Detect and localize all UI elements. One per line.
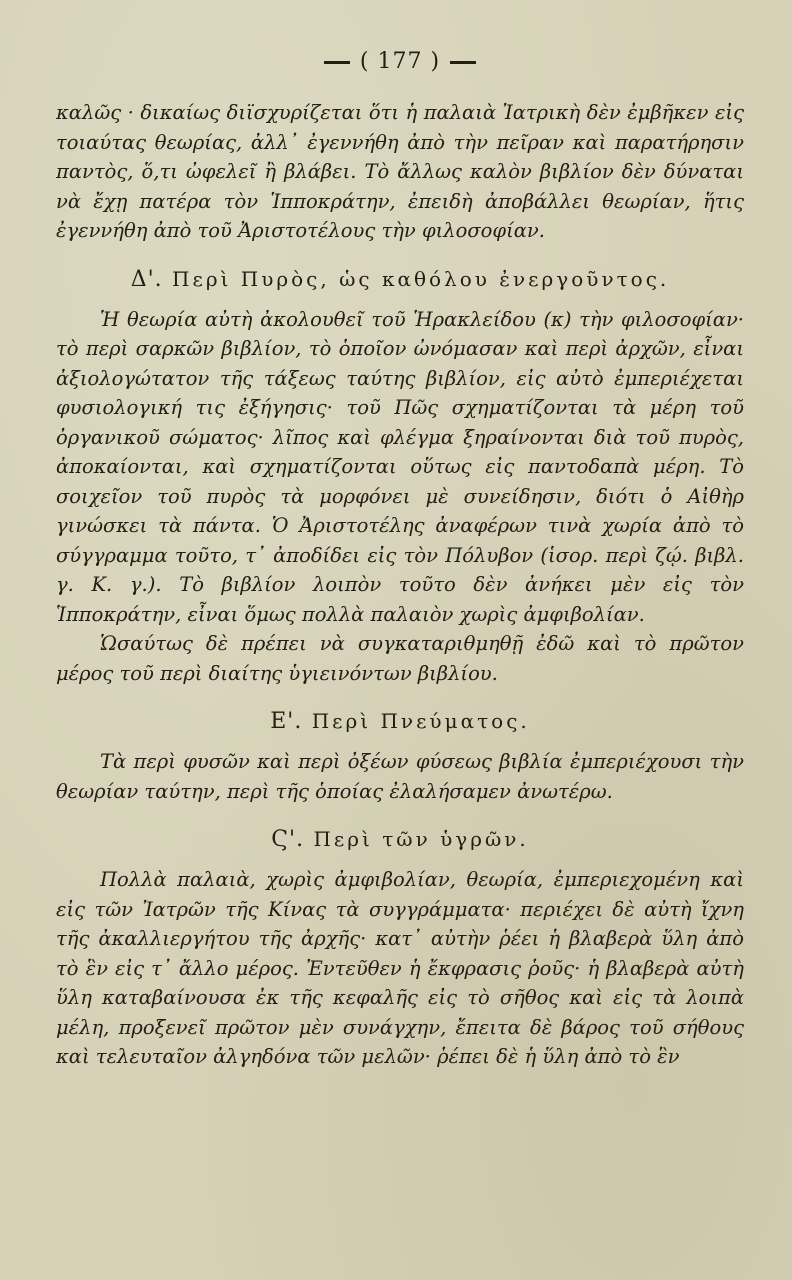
folio-paren-right: ) (430, 49, 441, 74)
section-heading-fire (56, 264, 744, 295)
paragraph-pneuma: Τὰ περὶ φυσῶν καὶ περὶ ὀξέων φύσεως βιβλία ἐμπεριέχουσι τὴν θεωρίαν ταύτην, περὶ τῆς ὁποίας ἐλαλήσαμεν ἀνωτέρω. (56, 750, 744, 803)
section-title: Περὶ τῶν ὑγρῶν. (313, 827, 529, 851)
section-title: Περὶ Πνεύματος. (311, 709, 530, 733)
paragraph-diet: Ὡσαύτως δὲ πρέπει νὰ συγκαταριθμηθῇ ἐδῶ καὶ τὸ πρῶτον μέρος τοῦ περὶ διαίτης ὑγιεινόντων βιβλίου. (56, 632, 744, 685)
section-heading-pneuma (56, 706, 744, 737)
page-number-header (56, 48, 744, 76)
section-title: Περὶ Πυρὸς, ὡς καθόλου ἐνεργοῦντος. (172, 266, 670, 291)
folio-dash-left (324, 61, 350, 64)
section-numeral: Ε'. (270, 709, 303, 734)
page-number: 177 (377, 49, 423, 74)
section-numeral: Δ'. (130, 266, 163, 292)
section-heading-humors (56, 824, 744, 855)
paragraph-fire-theory: Ἡ θεωρία αὐτὴ ἀκολουθεῖ τοῦ Ἡρακλείδου (κ) τὴν φιλοσοφίαν· τὸ περὶ σαρκῶν βιβλίον, τὸ ὁποῖον ὠνόμασαν καὶ περὶ ἀρχῶν, εἶναι ἀξιολογώτατον τῆς τάξεως ταύτης βιβλίον, εἰς αὐτὸ ἐμπεριέχεται φυσιολογική τις ἐξήγησις· τοῦ Πῶς σχηματίζονται τὰ μέρη τοῦ ὀργανικοῦ σώματος· λῖπος καὶ φλέγμα ξηραίνονται διὰ τοῦ πυρὸς, ἀποκαίονται, καὶ σχηματίζονται οὕτως εἰς παντοδαπὰ μέρη. Τὸ σοιχεῖον τοῦ πυρὸς τὰ μορφόνει μὲ συνείδησιν, διότι ὁ Αἰθὴρ γινώσκει τὰ πάντα. Ὁ Ἀριστοτέλης ἀναφέρων τινὰ χωρία ἀπὸ τὸ σύγγραμμα τοῦτο, τ᾽ ἀποδίδει εἰς τὸν Πόλυβον (ἱσορ. περὶ ζῴ. βιβλ. γ. Κ. γ.). Τὸ βιβλίον λοιπὸν τοῦτο δὲν ἀνήκει μὲν εἰς τὸν Ἱπποκράτην, εἶναι ὅμως πολλὰ παλαιὸν χωρὶς ἀμφιβολίαν. (56, 307, 744, 626)
folio-paren-left: ( (359, 49, 370, 74)
paragraph-intro: καλῶς · δικαίως διϊσχυρίζεται ὅτι ἡ παλαιὰ Ἰατρικὴ δὲν ἐμβῆκεν εἰς τοιαύτας θεωρίας, ἀλλ᾽ ἐγεννήθη ἀπὸ τὴν πεῖραν καὶ παρατήρησιν παντὸς, ὅ,τι ὠφελεῖ ἢ βλάβει. Τὸ ἄλλως καλὸν βιβλίον δὲν δύναται νὰ ἔχῃ πατέρα τὸν Ἱπποκράτην, ἐπειδὴ ἀποβάλλει θεωρίαν, ἥτις ἐγεννήθη ἀπὸ τοῦ Ἀριστοτέλους τὴν φιλοσοφίαν. (56, 101, 744, 242)
paragraph-humors: Πολλὰ παλαιὰ, χωρὶς ἀμφιβολίαν, θεωρία, ἐμπεριεχομένη καὶ εἰς τῶν Ἰατρῶν τῆς Κίνας τὰ συγγράμματα· περιέχει δὲ αὐτὴ ἴχνη τῆς ἀκαλλιεργήτου τῆς ἀρχῆς· κατ᾽ αὐτὴν ῥέει ἡ βλαβερὰ ὕλη ἀπὸ τὸ ἓν εἰς τ᾽ ἄλλο μέρος. Ἐντεῦθεν ἡ ἔκφρασις ῥοῦς· ἡ βλαβερὰ αὐτὴ ὕλη καταβαίνουσα ἐκ τῆς κεφαλῆς εἰς τὸ σῆθος καὶ εἰς τὰ λοιπὰ μέλη, προξενεῖ πρῶτον μὲν συνάγχην, ἔπειτα δὲ βάρος τοῦ σήθους καὶ τελευταῖον ἀλγηδόνα τῶν μελῶν· ῥέπει δὲ ἡ ὕλη ἀπὸ τὸ ἓν (56, 868, 744, 1068)
section-numeral: Ϛ'. (271, 827, 305, 852)
folio-dash-right (450, 61, 476, 64)
